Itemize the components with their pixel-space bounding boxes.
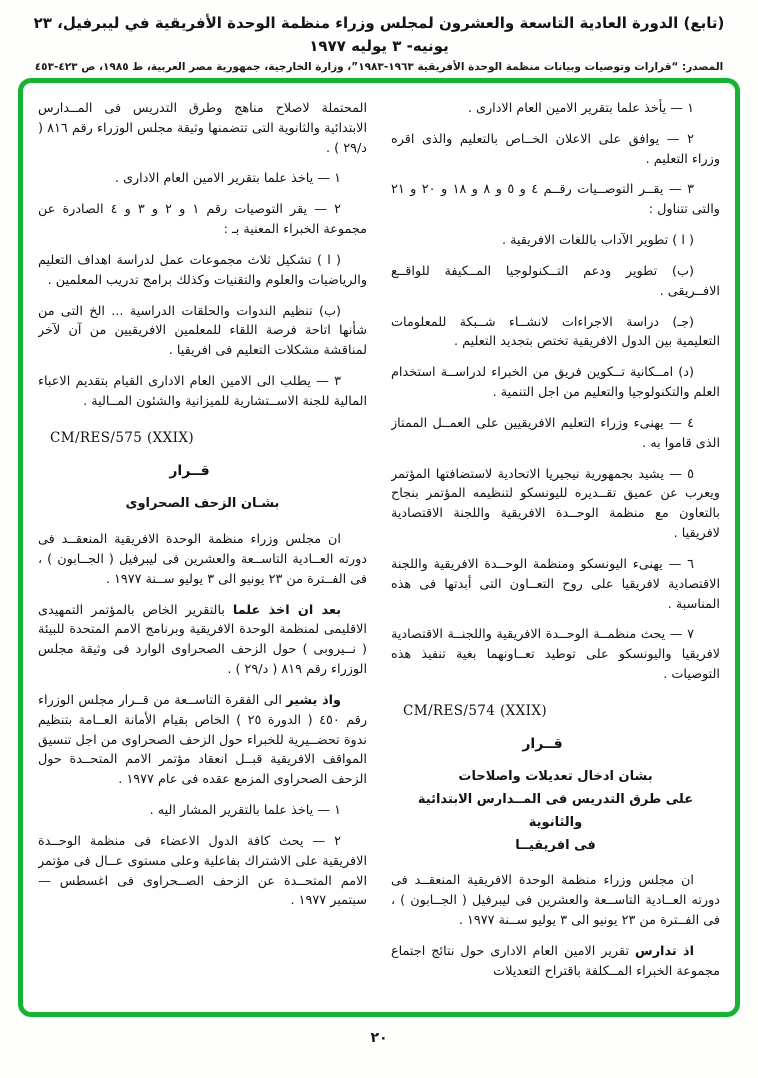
left-column [38, 99, 367, 1002]
clause: ٥ — يشيد بجمهورية نيجيريا الاتحادية لاستضافتها المؤتمر ويعرب عن عميق تقــديره لليونسكو لتنظيمه المؤتمر بنجاح بالتعاون مع منظمة الوحــدة الافريقية واللجنة الاقتصادية لافريقيا . [391, 466, 720, 542]
sub-clause: ( ا ) تشكيل ثلاث مجموعات عمل لدراسة اهداف التعليم والرياضيات والعلوم والتقنيات وكذلك برامج تدريب المعلمين . [38, 252, 367, 288]
preamble [38, 530, 367, 589]
source-citation: المصدر: “قرارات وتوصيات وبيانات منظمة الوحدة الأفريقية ١٩٦٣-١٩٨٣”، وزارة الخارجية، جمهورية مصر العربية، ط ١٩٨٥، ص ٤٢٣-٤٥٣ [34, 61, 724, 73]
clause [38, 801, 367, 821]
preamble-text: الى الفقرة التاســعة من قــرار مجلس الوزراء رقم ٤٥٠ ( الدورة ٢٥ ) الخاص بقيام الأمانة العــامة بتنظيم ندوة تحضــيرية للخبراء حول الزحف الصحراوى من اجل تنسيق المواقف الافريقية قبــل انعقاد مؤتمر الامم المتحــدة حول الزحف الصحراوى المزمع عقده فى عام ١٩٧٧ . [38, 692, 367, 788]
sub-clause: (ب) تنظيم الندوات والحلقات الدراسية ... الخ التى من شأنها اتاحة فرصة اللقاء للمعلمين الافريقيين من آن لآخر لمناقشة مشكلات التعليم فى افريقيا . [38, 303, 367, 359]
subject-line: على طرق التدريس فى المــدارس الابتدائية والثانوية [417, 792, 694, 830]
sub-clause: (ب) تطوير ودعم التــكنولوجيا المــكيفة للواقــع الافــريقى . [391, 263, 720, 299]
clause: ٦ — يهنىء اليونسكو ومنظمة الوحــدة الافريقية واللجنة الاقتصادية لافريقيا على روح التعــاون التى أبدتها فى هذه المناسبة . [391, 556, 720, 612]
resolution-subject [38, 493, 367, 516]
preamble [38, 601, 367, 680]
preamble [391, 871, 720, 930]
clause: ٧ — يحث منظمــة الوحــدة الافريقية واللجنــة الاقتصادية لافريقيا واليونسكو على توطيد تعــاونهما بغية تنفيذ هذه التوصيات . [391, 627, 720, 683]
continuation-paragraph: المحتملة لاصلاح مناهج وطرق التدريس فى المــدارس الابتدائية والثانوية التى تتضمنها وثيقة مجلس الوزراء رقم ٨١٦ ( د/٢٩ ) . [38, 101, 367, 156]
page-number: ٢٠ [370, 1030, 388, 1046]
subject-line: بشان ادخال تعديلات واصلاحات [458, 769, 653, 785]
right-column [391, 99, 720, 1002]
green-border-frame [18, 78, 740, 1017]
sub-clause: (د) امــكانية تــكوين فريق من الخبراء لدراســة استخدام العلم والتكنولوجيا والتعليم من اجل التنمية . [391, 365, 720, 401]
session-title: (تابع) الدورة العادية التاسعة والعشرون لمجلس وزراء منظمة الوحدة الأفريقية في ليبرفيل، ٢٣ يونيه- ٣ يوليه ١٩٧٧ [33, 14, 725, 55]
resolution-subject [391, 766, 720, 857]
preamble-lead: بعد ان اخذ علما [232, 602, 341, 618]
clause-text: ٢ — يحث كافة الدول الاعضاء فى منظمة الوحــدة الافريقية على الاشتراك بفاعلية وعلى مستوى عــال فى مؤتمر الامم المتحــدة عن الزحف الصــحراوى فى اغسطس — سبتمبر ١٩٧٧ . [38, 833, 367, 909]
sub-clause: (جـ) دراسة الاجراءات لانشــاء شــبكة للمعلومات التعليمية بين الدول الافريقية تختص بتجديد التعليم . [391, 314, 720, 350]
clause: ٢ — يقر التوصيات رقم ١ و ٢ و ٣ و ٤ الصادرة عن مجموعة الخبراء المعنية بـ : [38, 202, 367, 238]
clause: ٣ — يطلب الى الامين العام الادارى القيام بتقديم الاعباء المالية للجنة الاســتشارية للميزانية والشئون المــالية . [38, 374, 367, 409]
subject-line: بشـان الزحف الصحراوى [125, 496, 280, 512]
subject-line: فى افريقيــا [515, 837, 596, 853]
sub-clause: ( ا ) تطوير الآداب باللغات الافريقية . [501, 233, 694, 249]
two-column-layout [38, 99, 720, 1002]
preamble [38, 691, 367, 790]
resolution-number: CM/RES/574 (XXIX) [403, 702, 548, 719]
page-header [26, 12, 732, 73]
clause: ١ — يأخذ علما بتقرير الامين العام الادارى . [467, 101, 694, 116]
resolution-heading: قــرار [169, 462, 210, 479]
preamble-text: بالتقرير الخاص بالمؤتمر التمهيدى الاقليمى لمنظمة الوحدة الافريقية وبرنامج الامم المتحدة للبيئة ( نــيروبى ) حول الزحف الصحراوى الوارد فى وثيقة مجلس الوزراء رقم ٨١٩ ( د/٢٩ ) . [38, 602, 367, 678]
preamble-text: ان مجلس وزراء منظمة الوحدة الافريقية المنعقــد فى دورته العــادية التاســعة والعشرين فى ليبرفيل ( الجــابون ) ، فى الفــترة من ٢٣ يونيو الى ٣ يوليو ســنة ١٩٧٧ . [38, 532, 367, 587]
preamble-lead: اذ تدارس [635, 943, 694, 959]
resolution-number: CM/RES/575 (XXIX) [50, 429, 195, 446]
resolution-heading: قــرار [522, 735, 563, 752]
clause: ٤ — يهنىء وزراء التعليم الافريقيين على العمــل الممتاز الذى قاموا به . [391, 415, 720, 451]
preamble-text: تقرير الامين العام الادارى حول نتائج اجتماع مجموعة الخبراء المــكلفة باقتراح التعديلات [391, 943, 720, 979]
clause [38, 832, 367, 911]
preamble [391, 942, 720, 982]
preamble-lead: واذ يشير [286, 692, 342, 708]
clause: ١ — ياخذ علما بتقرير الامين العام الادارى . [114, 171, 341, 187]
preamble-text: ان مجلس وزراء منظمة الوحدة الافريقية المنعقــد فى دورته العــادية التاســعة والعشرين فى ليبرفيل ( الجــابون ) ، فى الفــترة من ٢٣ يونيو الى ٣ يوليو ســنة ١٩٧٧ . [391, 873, 720, 929]
clause: ٣ — يقــر التوصــيات رقــم ٤ و ٥ و ٨ و ١٨ و ٢٠ و ٢١ والتى تتناول : [391, 182, 720, 218]
clause-text: ١ — ياخذ علما بالتقرير المشار اليه . [149, 803, 341, 819]
clause: ٢ — يوافق على الاعلان الخــاص بالتعليم والذى اقره وزراء التعليم . [391, 131, 720, 167]
